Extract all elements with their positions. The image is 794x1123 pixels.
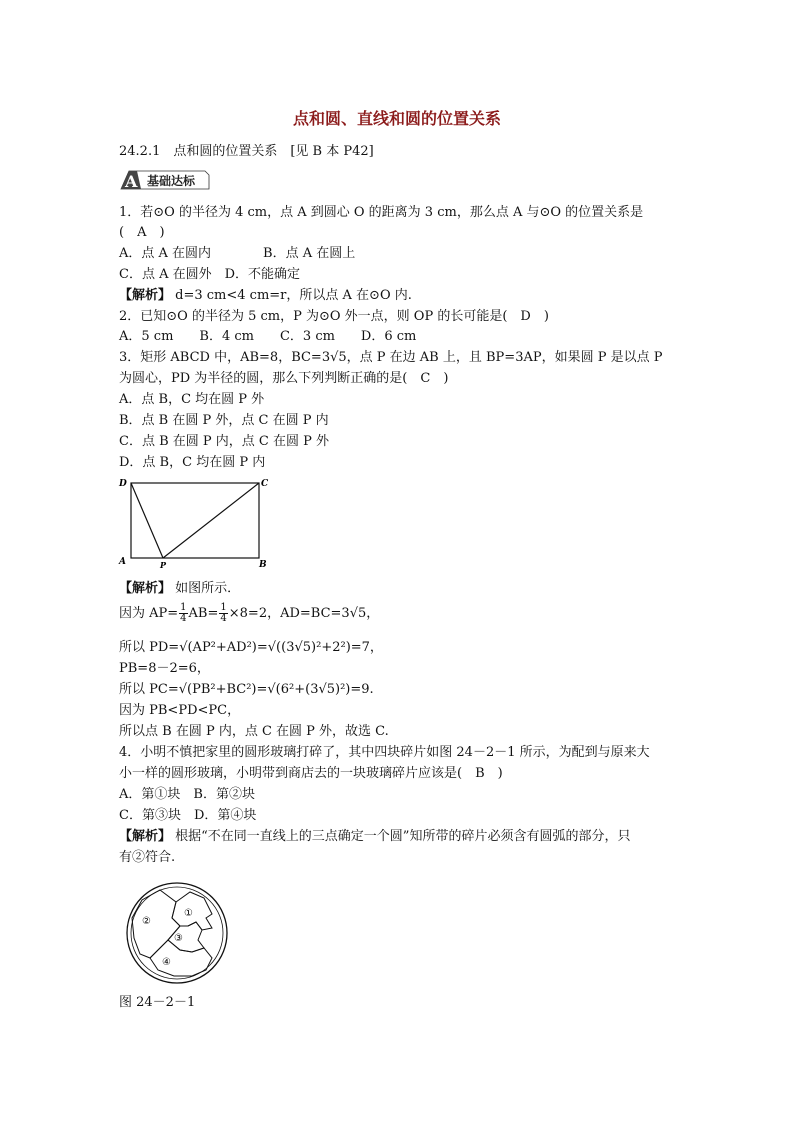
q4-stem-line1: 4．小明不慎把家里的圆形玻璃打碎了，其中四块碎片如图 24－2－1 所示，为配到与原来大	[119, 745, 650, 760]
step1-suffix: ×8=2，AD=BC=3√5，	[228, 606, 380, 621]
fragment-2-label: ②	[142, 916, 151, 927]
q1-stem: 1．若⊙O 的半径为 4 cm，点 A 到圆心 O 的距离为 3 cm，那么点 A 与⊙O 的位置关系是	[119, 205, 644, 220]
q1-analysis-tag: 【解析】	[119, 288, 172, 303]
q3-step5: 因为 PB<PD<PC，	[119, 703, 241, 718]
q3-step6: 所以点 B 在圆 P 内，点 C 在圆 P 外，故选 C.	[119, 724, 389, 739]
q1-options-row1: A．点 A 在圆内 B．点 A 在圆上	[119, 246, 356, 261]
q4-stem-line2: 小一样的圆形玻璃，小明带到商店去的一块玻璃碎片应该是( B )	[119, 766, 503, 781]
q1-analysis-text: d=3 cm<4 cm=r，所以点 A 在⊙O 内.	[175, 288, 412, 303]
q2-stem: 2．已知⊙O 的半径为 5 cm，P 为⊙O 外一点，则 OP 的长可能是( D )	[119, 309, 549, 324]
point-p-label: P	[160, 560, 167, 570]
badge-letter: A	[125, 172, 138, 191]
fraction-one-quarter-a	[179, 603, 187, 624]
section-heading: 24.2.1 点和圆的位置关系 [见 B 本 P42]	[119, 144, 374, 159]
q4-analysis	[119, 828, 630, 845]
q3-step2: 所以 PD=√(AP²+AD²)=√((3√5)²+2²)=7，	[119, 640, 383, 655]
frac-num: 1	[180, 602, 187, 613]
vertex-d-label: D	[119, 479, 127, 489]
section-badge	[119, 169, 211, 191]
q3-step3: PB=8－2=6，	[119, 661, 210, 676]
q3-step1	[119, 603, 379, 625]
figure-caption: 图 24－2－1	[119, 995, 196, 1010]
q4-analysis-line1: 根据“不在同一直线上的三点确定一个圆”知所带的碎片必须含有圆弧的部分，只	[175, 829, 631, 844]
q4-analysis-tag: 【解析】	[119, 829, 172, 844]
q3-step4: 所以 PC=√(PB²+BC²)=√(6²+(3√5)²)=9.	[119, 682, 374, 697]
fragment-3-label: ③	[174, 933, 183, 944]
broken-glass-figure	[122, 878, 232, 988]
q3-option-c: C．点 B 在圆 P 内，点 C 在圆 P 外	[119, 434, 329, 449]
fragment-1-label: ①	[184, 908, 193, 919]
vertex-b-label: B	[259, 560, 267, 570]
q3-option-a: A．点 B，C 均在圆 P 外	[119, 392, 265, 407]
vertex-a-label: A	[119, 557, 126, 567]
q4-options-row1: A．第①块 B．第②块	[119, 787, 255, 802]
q3-analysis-tag: 【解析】	[119, 581, 172, 596]
q3-stem-line2: 为圆心，PD 为半径的圆，那么下列判断正确的是( C )	[119, 371, 449, 386]
fraction-one-quarter-b	[219, 603, 227, 624]
q3-analysis-intro: 如图所示．	[175, 581, 241, 596]
step1-mid: AB=	[188, 606, 219, 621]
rectangle-figure	[115, 474, 275, 570]
badge-text: 基础达标	[147, 174, 196, 188]
page-title: 点和圆、直线和圆的位置关系	[292, 109, 501, 128]
q4-analysis-line2: 有②符合.	[119, 850, 176, 865]
frac-den: 4	[180, 613, 187, 624]
q1-answer: ( A )	[119, 225, 165, 240]
q3-option-d: D．点 B，C 均在圆 P 内	[119, 455, 266, 470]
vertex-c-label: C	[261, 479, 269, 489]
q2-options: A．5 cm B．4 cm C．3 cm D．6 cm	[119, 329, 417, 344]
q1-analysis	[119, 287, 412, 304]
q3-option-b: B．点 B 在圆 P 外，点 C 在圆 P 内	[119, 413, 329, 428]
q4-options-row2: C．第③块 D．第④块	[119, 808, 257, 823]
q3-stem-line1: 3．矩形 ABCD 中，AB=8，BC=3√5，点 P 在边 AB 上，且 BP=3AP，如果圆 P 是以点 P	[119, 350, 663, 365]
fragment-4-label: ④	[162, 957, 171, 968]
q1-options-row2: C．点 A 在圆外 D．不能确定	[119, 267, 301, 282]
step1-prefix: 因为 AP=	[119, 606, 179, 621]
frac-den: 4	[220, 613, 227, 624]
frac-num: 1	[220, 602, 227, 613]
q3-analysis	[119, 580, 240, 597]
